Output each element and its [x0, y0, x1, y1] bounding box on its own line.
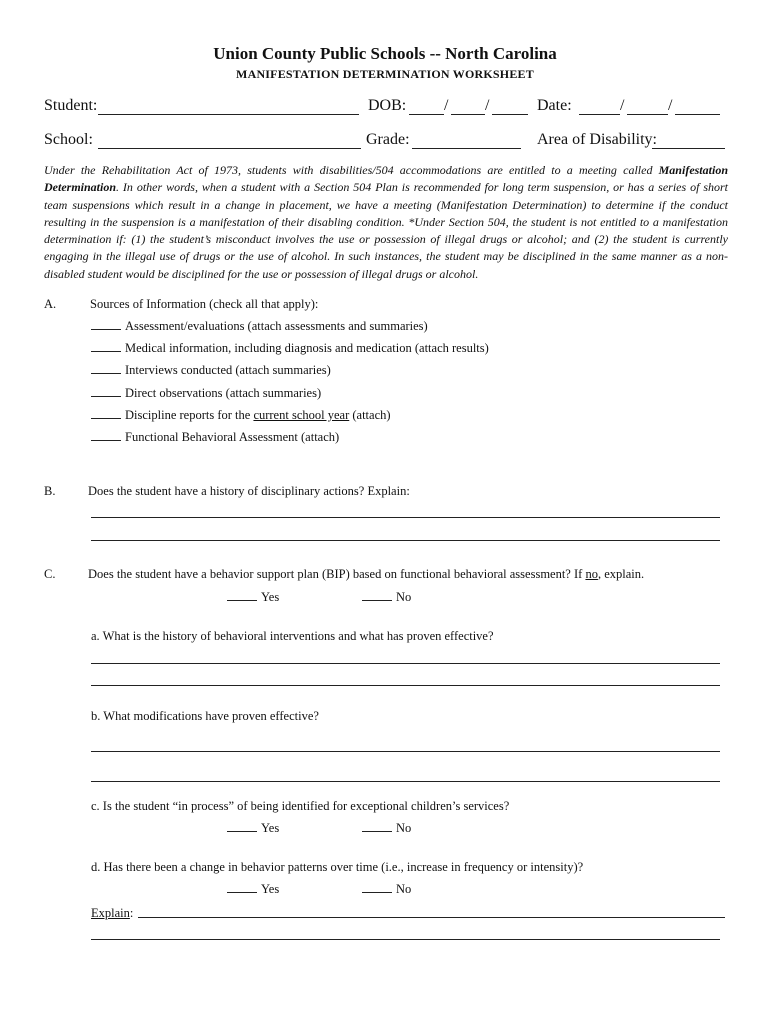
behavior-no-option	[362, 882, 411, 897]
question-c: c. Is the student “in process” of being identified for exceptional children’s services?	[91, 799, 510, 813]
checkbox-line[interactable]	[91, 319, 121, 330]
question-a: a. What is the history of behavioral interventions and what has proven effective?	[91, 629, 494, 643]
answer-line[interactable]	[91, 781, 720, 782]
dob-slash-1: /	[444, 97, 449, 114]
section-c-letter: C.	[44, 567, 56, 581]
answer-line[interactable]	[91, 663, 720, 664]
behavior-yes-option	[227, 882, 279, 897]
yes-label: Yes	[261, 821, 280, 835]
disability-input-line[interactable]	[652, 148, 725, 149]
ec-yes-option	[227, 821, 279, 836]
intro-text-2: . In other words, when a student with a Section 504 Plan is recommended for long term suspension, or has a series of short team suspensions which result in a change in placement, we have a meeting (Manifestation Determination) to determine if the conduct resulting in the suspension is a manifestation of their disabling condition. *Under Section 504, the student is not entitled to a manifestation determination if: (1) the student’s misconduct involves the use or possession of illegal drugs or alcohol; and (2) the student is currently engaging in the illegal use of drugs or the use of alcohol. In such instances, the student may be disciplined in the same manner as a non-disabled student would be disciplined for the use or possession of illegal drugs or alcohol.	[44, 180, 728, 281]
option-label-post: (attach)	[349, 408, 391, 422]
option-label: Interviews conducted (attach summaries)	[125, 363, 331, 377]
answer-line[interactable]	[91, 517, 720, 518]
ec-no-option	[362, 821, 411, 836]
date-month-line[interactable]	[579, 114, 620, 115]
question-d: d. Has there been a change in behavior patterns over time (i.e., increase in frequency or intensity)?	[91, 860, 584, 874]
intro-paragraph	[44, 162, 728, 283]
bip-yes-option	[227, 590, 279, 605]
date-label: Date:	[537, 97, 572, 114]
explain-input-line[interactable]	[138, 917, 725, 918]
section-b-letter: B.	[44, 484, 56, 498]
student-input-line[interactable]	[98, 114, 359, 115]
dob-day-line[interactable]	[451, 114, 485, 115]
date-year-line[interactable]	[675, 114, 720, 115]
checkbox-line[interactable]	[91, 408, 121, 419]
checkbox-line[interactable]	[91, 341, 121, 352]
form-title: Union County Public Schools -- North Carolina	[213, 44, 557, 63]
dob-year-line[interactable]	[492, 114, 528, 115]
option-label: Medical information, including diagnosis and medication (attach results)	[125, 341, 489, 355]
question-b: b. What modifications have proven effective?	[91, 709, 319, 723]
dob-slash-2: /	[485, 97, 490, 114]
option-label: Functional Behavioral Assessment (attach)	[125, 430, 340, 444]
yes-label: Yes	[261, 882, 280, 896]
student-label: Student:	[44, 97, 98, 114]
answer-line[interactable]	[91, 751, 720, 752]
source-option	[91, 386, 321, 401]
answer-line[interactable]	[91, 685, 720, 686]
yes-label: Yes	[261, 590, 280, 604]
question-text-pre: Does the student have a behavior support plan (BIP) based on functional behavioral assessment? If	[88, 567, 586, 581]
source-option	[91, 363, 331, 378]
section-a-letter: A.	[44, 297, 57, 311]
section-c-question	[88, 567, 644, 582]
source-option	[91, 430, 339, 445]
checkbox-line[interactable]	[227, 882, 257, 893]
source-option	[91, 408, 391, 423]
disability-label: Area of Disability:	[537, 131, 657, 148]
explain-label	[91, 906, 133, 921]
checkbox-line[interactable]	[362, 590, 392, 601]
option-label-underlined: current school year	[253, 408, 350, 422]
checkbox-line[interactable]	[362, 821, 392, 832]
answer-line[interactable]	[91, 939, 720, 940]
intro-bold-term: Manifestation Determination	[44, 163, 728, 195]
date-slash-1: /	[620, 97, 625, 114]
question-text-post: , explain.	[597, 567, 645, 581]
grade-input-line[interactable]	[412, 148, 521, 149]
option-label: Direct observations (attach summaries)	[125, 386, 322, 400]
school-input-line[interactable]	[98, 148, 361, 149]
no-label: No	[396, 882, 412, 896]
source-option	[91, 319, 428, 334]
dob-label: DOB:	[368, 97, 407, 114]
answer-line[interactable]	[91, 540, 720, 541]
option-label: Assessment/evaluations (attach assessments and summaries)	[125, 319, 428, 333]
no-label: No	[396, 821, 412, 835]
checkbox-line[interactable]	[91, 363, 121, 374]
explain-colon: :	[129, 906, 134, 920]
form-subtitle: MANIFESTATION DETERMINATION WORKSHEET	[236, 67, 534, 81]
date-day-line[interactable]	[627, 114, 668, 115]
source-option	[91, 341, 489, 356]
checkbox-line[interactable]	[227, 590, 257, 601]
intro-text-1: Under the Rehabilitation Act of 1973, students with disabilities/504 accommodations are entitled to a meeting called	[44, 163, 659, 177]
dob-month-line[interactable]	[409, 114, 444, 115]
checkbox-line[interactable]	[227, 821, 257, 832]
school-label: School:	[44, 131, 93, 148]
explain-word: Explain	[91, 906, 130, 920]
section-b-question: Does the student have a history of disciplinary actions? Explain:	[88, 484, 410, 498]
checkbox-line[interactable]	[91, 430, 121, 441]
section-a-heading: Sources of Information (check all that apply):	[90, 297, 319, 311]
bip-no-option	[362, 590, 411, 605]
option-label-pre: Discipline reports for the	[125, 408, 254, 422]
no-label: No	[396, 590, 412, 604]
question-text-underlined: no	[585, 567, 598, 581]
checkbox-line[interactable]	[362, 882, 392, 893]
grade-label: Grade:	[366, 131, 410, 148]
date-slash-2: /	[668, 97, 673, 114]
checkbox-line[interactable]	[91, 386, 121, 397]
